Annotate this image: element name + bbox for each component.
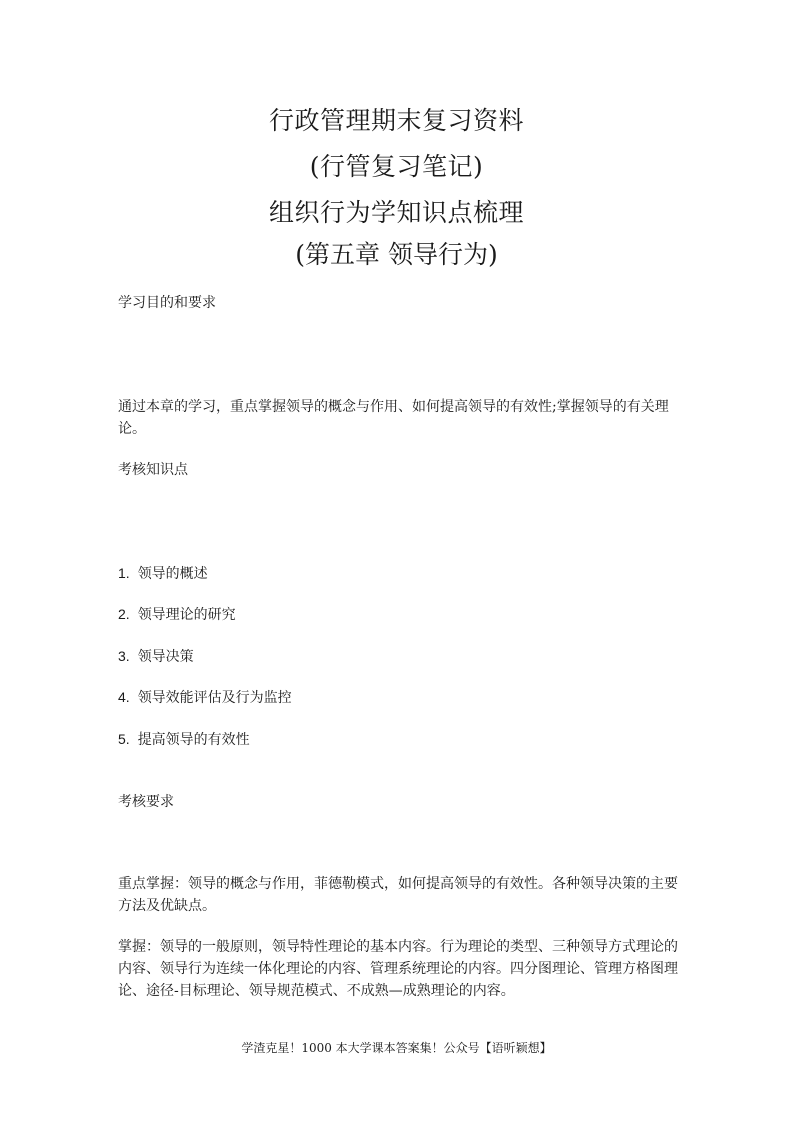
page-footer: 学渣克星！1000 本大学课本答案集！公众号【语听颖想】	[241, 1041, 552, 1055]
chapter-title: (第五章 领导行为)	[295, 240, 498, 269]
list-item-number: 2.	[118, 606, 130, 622]
objectives-paragraph: 通过本章的学习，重点掌握领导的概念与作用、如何提高领导的有效性;掌握领导的有关理论。	[118, 399, 669, 437]
list-item-text: 领导的概述	[137, 566, 208, 582]
requirements-heading: 考核要求	[118, 794, 174, 810]
list-item-number: 4.	[118, 689, 130, 705]
list-item-number: 3.	[118, 648, 130, 664]
list-item-text: 领导决策	[137, 649, 194, 665]
list-item-text: 提高领导的有效性	[137, 732, 250, 748]
key-requirements-paragraph: 重点掌握：领导的概念与作用，菲德勒模式，如何提高领导的有效性。各种领导决策的主要方法及优缺点。	[118, 876, 678, 914]
title-block	[0, 98, 793, 236]
document-subtitle: (行管复习笔记)	[309, 152, 484, 181]
list-item	[118, 645, 194, 668]
list-item	[118, 728, 250, 751]
list-item	[118, 562, 208, 585]
knowledge-heading: 考核知识点	[118, 462, 188, 478]
list-item	[118, 686, 292, 709]
list-item	[118, 603, 236, 626]
master-requirements-paragraph: 掌握：领导的一般原则，领导特性理论的基本内容。行为理论的类型、三种领导方式理论的内容、领导行为连续一体化理论的内容、管理系统理论的内容。四分图理论、管理方格图理论、途径-目标理论、领导规范模式、不成熟—成熟理论的内容。	[118, 939, 678, 999]
list-item-text: 领导理论的研究	[137, 607, 236, 623]
list-item-number: 5.	[118, 731, 130, 747]
list-item-number: 1.	[118, 565, 130, 581]
document-title: 行政管理期末复习资料	[268, 106, 524, 135]
list-item-text: 领导效能评估及行为监控	[137, 690, 292, 706]
document-topic: 组织行为学知识点梳理	[268, 198, 524, 227]
objectives-heading: 学习目的和要求	[118, 295, 216, 311]
